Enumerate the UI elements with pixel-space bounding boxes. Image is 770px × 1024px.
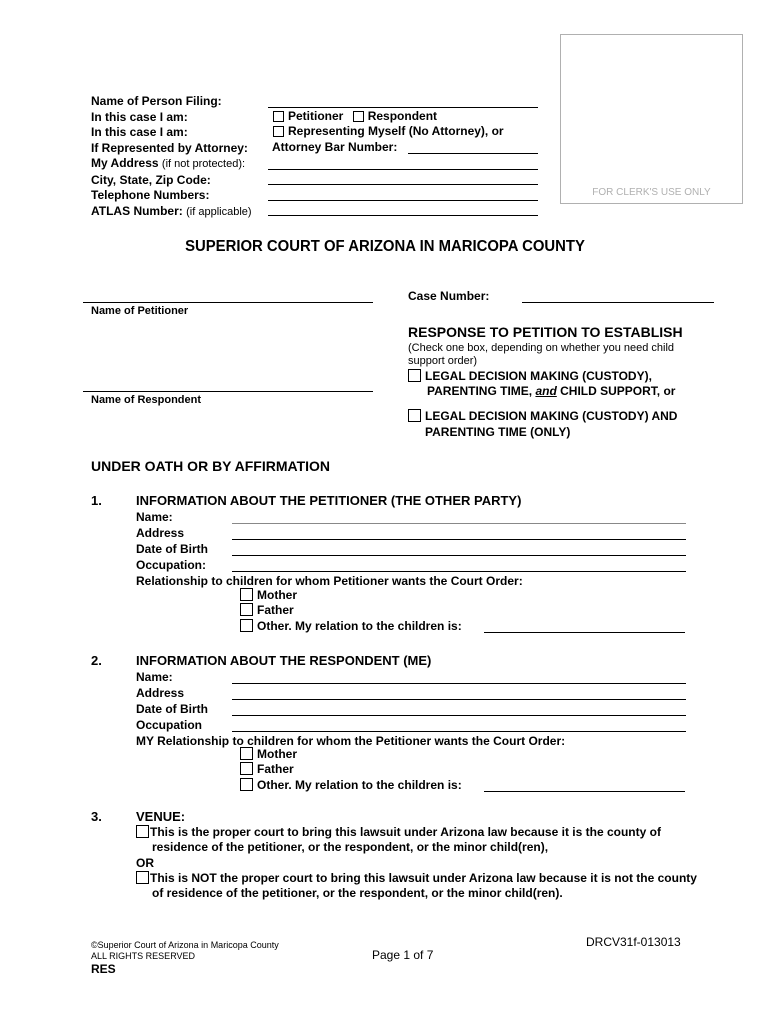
section2-fields	[136, 669, 565, 749]
petitioner-other-option: Other. My relation to the children is:	[240, 619, 462, 633]
respondent-occupation-input[interactable]	[232, 731, 686, 732]
petitioner-dob-input[interactable]	[232, 555, 686, 556]
section3-number: 3.	[91, 809, 102, 824]
option-without-support: LEGAL DECISION MAKING (CUSTODY) AND	[408, 409, 677, 423]
bar-number-line[interactable]	[408, 153, 538, 154]
option-with-support: LEGAL DECISION MAKING (CUSTODY),	[408, 369, 652, 383]
case-am-label-1: In this case I am:	[91, 109, 188, 124]
atlas-line[interactable]	[268, 215, 538, 216]
check-note-1: (Check one box, depending on whether you need child	[408, 342, 675, 354]
footer-copyright: ©Superior Court of Arizona in Maricopa County	[91, 940, 279, 950]
respondent-other-input[interactable]	[484, 791, 685, 792]
city-line[interactable]	[268, 184, 538, 185]
section2-number: 2.	[91, 653, 102, 668]
respondent-dob-input[interactable]	[232, 715, 686, 716]
case-number-line[interactable]	[522, 302, 714, 303]
petitioner-address-input[interactable]	[232, 539, 686, 540]
name-filing-line[interactable]	[268, 107, 538, 108]
respondent-checkbox[interactable]	[353, 111, 364, 122]
with-support-checkbox[interactable]	[408, 369, 421, 382]
respondent-relationship-label: MY Relationship to children for whom the Petitioner wants the Court Order:	[136, 734, 566, 748]
respondent-occupation-label: Occupation	[136, 718, 203, 732]
section1-number: 1.	[91, 493, 102, 508]
petitioner-father-option: Father	[240, 603, 294, 617]
petitioner-occupation-input[interactable]	[232, 571, 686, 572]
address-line[interactable]	[268, 169, 538, 170]
venue-proper-line2: residence of the petitioner, or the respondent, or the minor child(ren),	[152, 840, 549, 854]
telephone-line[interactable]	[268, 200, 538, 201]
case-number-label: Case Number:	[408, 289, 490, 303]
venue-proper-checkbox[interactable]	[136, 825, 149, 838]
respondent-other-checkbox[interactable]	[240, 778, 253, 791]
respondent-name-label: Name of Respondent	[91, 394, 202, 406]
footer-res: RES	[91, 962, 116, 976]
filer-labels	[91, 94, 252, 220]
footer-rights: ALL RIGHTS RESERVED	[91, 951, 196, 961]
venue-not-proper-option: This is NOT the proper court to bring this lawsuit under Arizona law because it is not the county	[136, 871, 697, 885]
respondent-name-field-label: Name:	[136, 670, 173, 684]
response-title: RESPONSE TO PETITION TO ESTABLISH	[408, 324, 683, 340]
petitioner-mother-checkbox[interactable]	[240, 588, 253, 601]
telephone-label: Telephone Numbers:	[91, 188, 210, 202]
petitioner-other-checkbox[interactable]	[240, 619, 253, 632]
section2-title: INFORMATION ABOUT THE RESPONDENT (ME)	[136, 653, 432, 668]
petitioner-name-field-label: Name:	[136, 510, 173, 524]
respondent-name-line[interactable]	[83, 391, 373, 392]
case-am-label-2: In this case I am:	[91, 125, 188, 139]
self-rep-row: Representing Myself (No Attorney), or	[273, 124, 504, 138]
form-code: DRCV31f-013013	[586, 935, 681, 949]
name-filing-label: Name of Person Filing:	[91, 94, 222, 108]
petitioner-relationship-label: Relationship to children for whom Petitioner wants the Court Order:	[136, 574, 523, 588]
bar-number-label: Attorney Bar Number:	[272, 140, 398, 154]
section3-title: VENUE:	[136, 809, 186, 824]
address-label: My Address (if not protected):	[91, 156, 246, 170]
check-note-2: support order)	[408, 355, 478, 367]
respondent-mother-checkbox[interactable]	[240, 747, 253, 760]
option-without-support-line2: PARENTING TIME (ONLY)	[425, 425, 571, 439]
represented-label: If Represented by Attorney:	[91, 140, 248, 155]
petitioner-occupation-label: Occupation:	[136, 558, 207, 572]
page-number: Page 1 of 7	[372, 948, 434, 962]
clerk-use-label: FOR CLERK'S USE ONLY	[592, 187, 711, 198]
petitioner-checkbox[interactable]	[273, 111, 284, 122]
petitioner-name-input[interactable]	[232, 523, 686, 524]
without-support-checkbox[interactable]	[408, 409, 421, 422]
respondent-mother-option: Mother	[240, 747, 297, 761]
section1-title: INFORMATION ABOUT THE PETITIONER (THE OTHER PARTY)	[136, 493, 522, 508]
respondent-address-label: Address	[136, 686, 185, 700]
respondent-name-input[interactable]	[232, 683, 686, 684]
option-with-support-line2: PARENTING TIME, and CHILD SUPPORT, or	[427, 384, 676, 398]
respondent-dob-label: Date of Birth	[136, 702, 208, 716]
oath-heading: UNDER OATH OR BY AFFIRMATION	[91, 458, 331, 474]
petitioner-name-label: Name of Petitioner	[91, 305, 189, 317]
venue-not-proper-checkbox[interactable]	[136, 871, 149, 884]
section1-fields	[136, 509, 523, 589]
party-role-row: Petitioner Respondent	[273, 109, 437, 123]
respondent-address-input[interactable]	[232, 699, 686, 700]
city-label: City, State, Zip Code:	[91, 172, 211, 187]
respondent-father-option: Father	[240, 762, 294, 776]
atlas-label: ATLAS Number: (if applicable)	[91, 203, 252, 218]
self-rep-checkbox[interactable]	[273, 126, 284, 137]
court-title: SUPERIOR COURT OF ARIZONA IN MARICOPA COUNTY	[185, 238, 585, 255]
petitioner-other-input[interactable]	[484, 632, 685, 633]
petitioner-dob-label: Date of Birth	[136, 542, 208, 556]
petitioner-father-checkbox[interactable]	[240, 603, 253, 616]
respondent-other-option: Other. My relation to the children is:	[240, 778, 462, 792]
petitioner-address-label: Address	[136, 526, 185, 540]
venue-not-proper-line2: of residence of the petitioner, or the respondent, or the minor child(ren).	[152, 886, 563, 900]
venue-or: OR	[136, 856, 154, 870]
respondent-father-checkbox[interactable]	[240, 762, 253, 775]
petitioner-name-line[interactable]	[83, 302, 373, 303]
clerk-use-box	[560, 34, 743, 204]
petitioner-mother-option: Mother	[240, 588, 297, 602]
venue-proper-option: This is the proper court to bring this lawsuit under Arizona law because it is the county of	[136, 825, 661, 839]
